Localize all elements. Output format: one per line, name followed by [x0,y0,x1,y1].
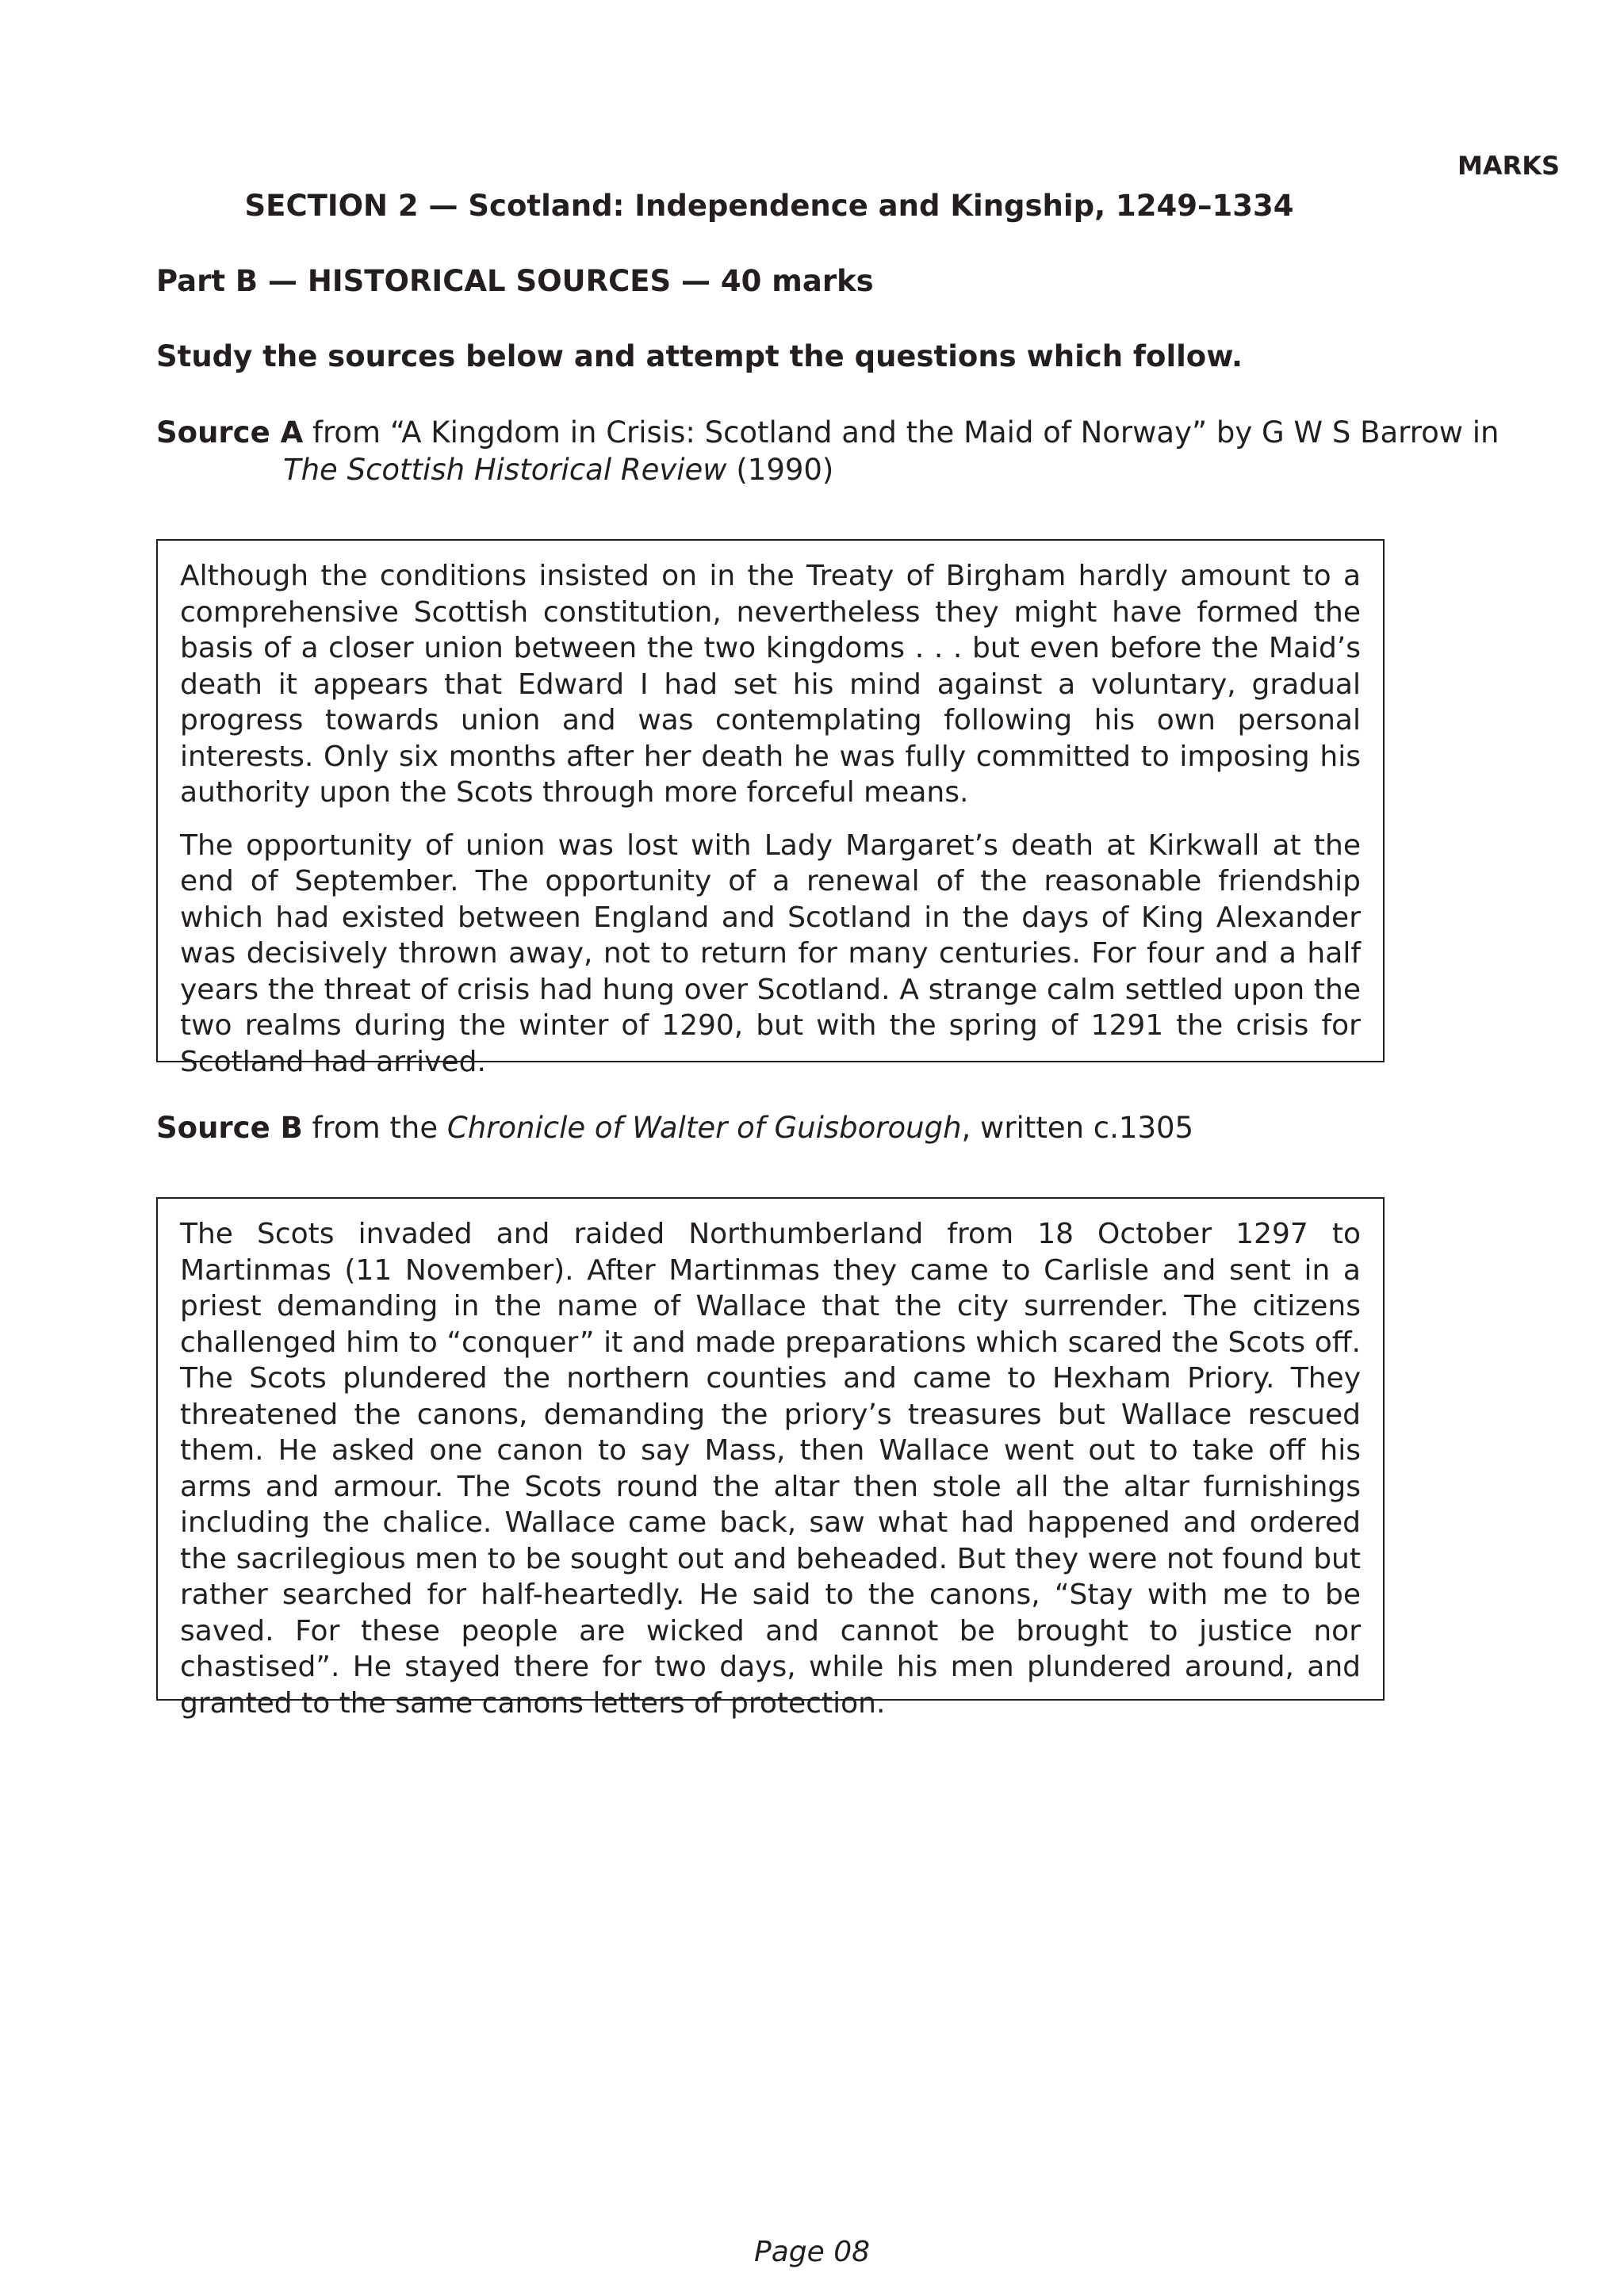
source-a-box [156,539,1385,1078]
source-a-publication: The Scottish Historical Review [283,453,727,487]
source-a-label: Source A [156,415,304,450]
page-number: Page 08 [753,2236,871,2268]
source-b-publication: Chronicle of Walter of Guisborough [446,1111,962,1145]
source-b-label: Source B [156,1111,303,1145]
section-title: SECTION 2 — Scotland: Independence and Kingship, 1249–1334 [244,189,1294,223]
instruction-text: Study the sources below and attempt the questions which follow. [156,339,1243,373]
source-a-paragraph: Although the conditions insisted on in the Treaty of Birgham hardly amount to a comprehensive Scottish constitution, nevertheless they might have formed the basis of a closer union between the two kingdoms . . . but even before the Maid’s death it appears that Edward I had set his mind against a voluntary, gradual progress towards union and was contemplating following his own personal interests. Only six months after her death he was fully committed to imposing his authority upon the Scots through more forceful means. [180,560,1361,809]
source-a-paragraph: The opportunity of union was lost with Lady Margaret’s death at Kirkwall at the end of September. The opportunity of a renewal of the reasonable friendship which had existed between England and Scotland in the days of King Alexander was decisively thrown away, not to return for many centuries. For four and a half years the threat of crisis had hung over Scotland. A strange calm settled upon the two realms during the winter of 1290, but with the spring of 1291 the crisis for Scotland had arrived. [180,828,1361,1078]
source-a-heading [156,412,1499,453]
source-b-intro: from the [302,1111,447,1145]
source-a-citation [283,450,833,491]
source-b-suffix: , written c.1305 [961,1111,1194,1145]
source-b-box [156,1197,1385,1720]
source-a-intro: from “A Kingdom in Crisis: Scotland and the Maid of Norway” by G W S Barrow in [303,415,1500,450]
marks-column-label: MARKS [1457,151,1561,181]
part-heading: Part B — HISTORICAL SOURCES — 40 marks [156,264,874,298]
source-a-year: (1990) [726,453,834,487]
source-b-heading [156,1108,1193,1149]
source-b-paragraph: The Scots invaded and raided Northumberland from 18 October 1297 to Martinmas (11 November). After Martinmas they came to Carlisle and sent in a priest demanding in the name of Wallace that the city surrender. The citizens challenged him to “conquer” it and made preparations which scared the Scots off. The Scots plundered the northern counties and came to Hexham Priory. They threatened the canons, demanding the priory’s treasures but Wallace rescued them. He asked one canon to say Mass, then Wallace went out to take off his arms and armour. The Scots round the altar then stole all the altar furnishings including the chalice. Wallace came back, saw what had happened and ordered the sacrilegious men to be sought out and beheaded. But they were not found but rather searched for half-heartedly. He said to the canons, “Stay with me to be saved. For these people are wicked and cannot be brought to justice nor chastised”. He stayed there for two days, while his men plundered around, and granted to the same canons letters of protection. [180,1218,1361,1720]
